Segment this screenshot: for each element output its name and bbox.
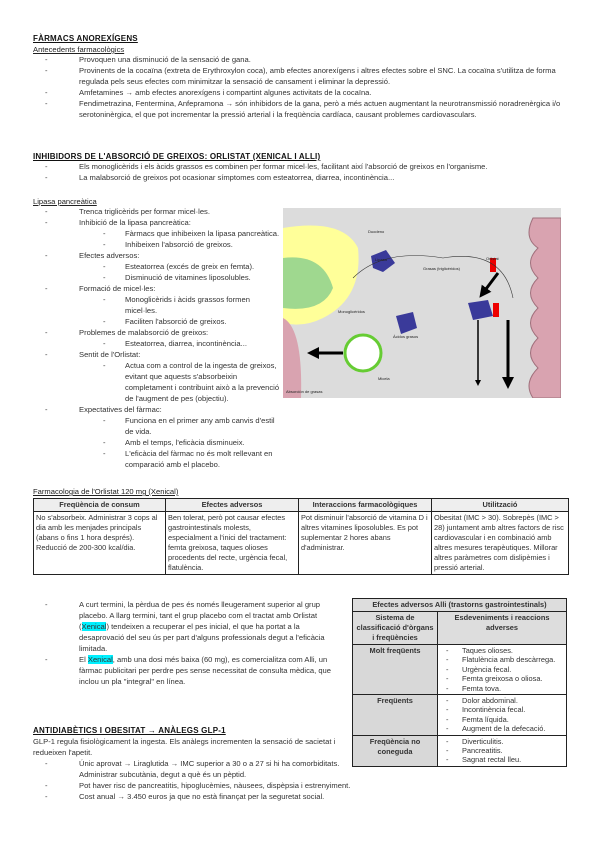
list-item: - Sagnat rectal lleu. — [440, 755, 564, 764]
diagram-label: Micela — [378, 376, 390, 381]
list-item: - Femta greixosa o oliosa. — [440, 674, 564, 683]
alli-adverse-effects-table — [352, 598, 567, 767]
list-item: - Augment de la defecació. — [440, 724, 564, 733]
table-cell: No s'absorbeix. Administrar 3 cops al dia amb les menjades principals (abans o fins 1 hora després). Reducció de 200-300 kcal/dia. — [34, 512, 166, 575]
list-item: - Femta líquida. — [440, 715, 564, 724]
reactions-cell — [438, 695, 567, 736]
table-row — [353, 645, 567, 695]
column-header: Freqüència de consum — [34, 499, 166, 512]
diagram-label: Absorción de grasas — [286, 389, 323, 394]
frequency-cell: Freqüents — [353, 695, 438, 736]
section-title: ANTIDIABÈTICS I OBESITAT → ANÀLEGS GLP-1 — [33, 726, 226, 735]
bullet-list — [33, 206, 283, 470]
list-item: - Únic aprovat → Liraglutida → IMC superior a 30 o a 27 si hi ha comorbiditats. Administrar subcutània, degut a què és un pèptid. — [33, 758, 353, 780]
list-item: - Fendimetrazina, Fentermina, Anfepramona → són inhibidors de la gana, però a més actuen augmentant la neurotransmissió noradrenèrgica i/o serotoninèrgica, el que pot incrementar la pressió arterial i la freqüència cardíaca, causant problemes cardiovasculars. — [33, 98, 573, 120]
bullet-list — [33, 758, 373, 802]
list-item: - Expectatives del fàrmac: — [33, 404, 283, 415]
section-title: INHIBIDORS DE L'ABSORCIÓ DE GREIXOS: ORLISTAT (XENICAL I ALLI) — [33, 152, 321, 161]
highlight-xenical: Xenical — [81, 622, 107, 631]
table-row — [353, 735, 567, 766]
diagram-label: Ácidos grasos — [393, 334, 419, 339]
column-header: Esdeveniments i reaccions adverses — [438, 612, 567, 645]
list-item: - Els monoglicèrids i els àcids grassos es combinen per formar micel·les, facilitant així l'absorció de greixos en l'organisme. — [33, 161, 573, 172]
diagram-label: Monoglicéridos — [338, 309, 365, 314]
list-item: - Femta tova. — [440, 684, 564, 693]
diagram-label: Lipasa — [375, 257, 387, 262]
list-item: - Incontinència fecal. — [440, 705, 564, 714]
list-item: - Provinents de la cocaïna (extreta de Erythroxylon coca), amb efectes anorexígens i altres efectes sobre el SNC. La cocaïna s'utilitza de forma regulada pels seus efectes com minimitzar la sensació de cansament i eliminar la depressió. — [33, 65, 573, 87]
list-item: - Dolor abdominal. — [440, 696, 564, 705]
column-header: Interaccions farmacològiques — [299, 499, 432, 512]
list-item: - La malabsorció de greixos pot ocasionar símptomes com esteatorrea, diarrea, incontinència... — [33, 172, 573, 183]
section-title: FÀRMACS ANOREXÍGENS — [33, 34, 138, 43]
diagram-label: Duodeno — [368, 229, 385, 234]
table-caption: Farmacologia de l'Orlistat 120 mg (Xenical) — [33, 487, 179, 496]
section-lipasa — [33, 197, 283, 470]
list-item: - Sentit de l'Orlistat: — [33, 349, 283, 360]
list-item: - Inhibició de la lipasa pancreàtica: — [33, 217, 283, 228]
section-anorexigens — [33, 34, 573, 120]
list-item: - Pancreatitis. — [440, 746, 564, 755]
list-item: - Actua com a control de la ingesta de greixos, evitant que aquests s'absorbeixin completament i contribuint això a la prevenció de l'augment de pes (objectiu). — [33, 360, 283, 404]
list-item: - Efectes adversos: — [33, 250, 283, 261]
diagram-label: Orlistat — [486, 256, 499, 261]
list-item: - Disminució de vitamines liposolubles. — [33, 272, 283, 283]
list-item: - Monoglicèrids i àcids grassos formen micel·les. — [33, 294, 283, 316]
list-item: - Taques olioses. — [440, 646, 564, 655]
highlight-xenical: Xenical — [87, 655, 113, 664]
pharmacology-table — [33, 498, 569, 575]
list-item: - L'eficàcia del fàrmac no és molt rellevant en comparació amb el placebo. — [33, 448, 283, 470]
list-item: - Formació de micel·les: — [33, 283, 283, 294]
orlistat-mechanism-diagram — [283, 208, 561, 398]
section-intro: GLP-1 regula fisiològicament la ingesta. Els anàlegs incrementen la sensació de sacietat i redueixen l'apetit. — [33, 737, 336, 757]
table-row — [353, 695, 567, 736]
list-item: - Fàrmacs que inhibeixen la lipasa pancreàtica. — [33, 228, 283, 239]
frequency-cell: Freqüència no coneguda — [353, 735, 438, 766]
list-item: - Amb el temps, l'eficàcia disminueix. — [33, 437, 283, 448]
column-header: Sistema de classificació d'òrgans i freqüències — [353, 612, 438, 645]
frequency-cell: Molt freqüents — [353, 645, 438, 695]
orlistat-efficacy — [33, 599, 343, 687]
column-header: Utilització — [432, 499, 569, 512]
bullet-list — [33, 54, 573, 120]
table-row — [34, 512, 569, 575]
list-item: - Trenca triglicèrids per formar micel·les. — [33, 206, 283, 217]
orlistat-pharmacology — [33, 487, 569, 575]
list-item: - Cost anual → 3.450 euros ja que no està finançat per la seguretat social. — [33, 791, 373, 802]
list-item: - Esteatorrea, diarrea, incontinència... — [33, 338, 283, 349]
diagram-label: Grasas (triglicéridos) — [423, 266, 460, 271]
list-item: - Provoquen una disminució de la sensació de gana. — [33, 54, 573, 65]
table-title: Efectes adversos Alli (trastorns gastrointestinals) — [353, 599, 567, 612]
list-item: - Pot haver risc de pancreatitis, hipoglucèmies, nàusees, dispèpsia i estrenyiment. — [33, 780, 373, 791]
list-item: - Funciona en el primer any amb canvis d'estil de vida. — [33, 415, 283, 437]
column-header: Efectes adversos — [166, 499, 299, 512]
list-item: - Flatulència amb descàrrega. — [440, 655, 564, 664]
list-item: - Diverticulitis. — [440, 737, 564, 746]
list-item: - Urgència fecal. — [440, 665, 564, 674]
bullet-list — [33, 599, 343, 687]
table-cell: Obesitat (IMC > 30). Sobrepès (IMC > 28) juntament amb altres factors de risc cardiovascular i en combinació amb altres mesures terapèutiques. Millorar altres paràmetres com dislipèmies i pressió arterial. — [432, 512, 569, 575]
bullet-list — [33, 161, 573, 183]
table-cell: Ben tolerat, però pot causar efectes gastrointestinals molests, especialment a l'inici del tractament: femta greixosa, taques olioses procedents del recte, urgència fecal, flatulència. — [166, 512, 299, 575]
list-item: - Esteatorrea (excés de greix en femta). — [33, 261, 283, 272]
subsection-title: Antecedents farmacològics — [33, 45, 125, 54]
list-item: - Inhibeixen l'absorció de greixos. — [33, 239, 283, 250]
list-item: - A curt termini, la pèrdua de pes és només lleugerament superior al grup placebo. A llarg termini, tant el grup placebo com el tractat amb Orlistat (Xenical) tendeixen a recuperar el pes inicial, el que ha portat a la desaprovació del seu ús per part d'alguns professionals degut a l'eficàcia limitada. — [33, 599, 343, 654]
section-glp1 — [33, 726, 353, 802]
reactions-cell — [438, 735, 567, 766]
section-orlistat — [33, 152, 573, 183]
list-item: - El Xenical, amb una dosi més baixa (60 mg), es comercialitza com Alli, un fàrmac publicitari per perdre pes sense necessitat de consulta mèdica, que inclou un pla "integral" en línea. — [33, 654, 343, 687]
list-item: - Faciliten l'absorció de greixos. — [33, 316, 283, 327]
subsection-title: Lipasa pancreàtica — [33, 197, 97, 206]
table-cell: Pot disminuir l'absorció de vitamina D i altres vitamines liposolubles. Es pot suplementar 2 hores abans d'administrar. — [299, 512, 432, 575]
list-item: - Problemes de malabsorció de greixos: — [33, 327, 283, 338]
list-item: - Amfetamines → amb efectes anorexígens i compartint algunes activitats de la cocaïna. — [33, 87, 573, 98]
table-header-row — [34, 499, 569, 512]
reactions-cell — [438, 645, 567, 695]
